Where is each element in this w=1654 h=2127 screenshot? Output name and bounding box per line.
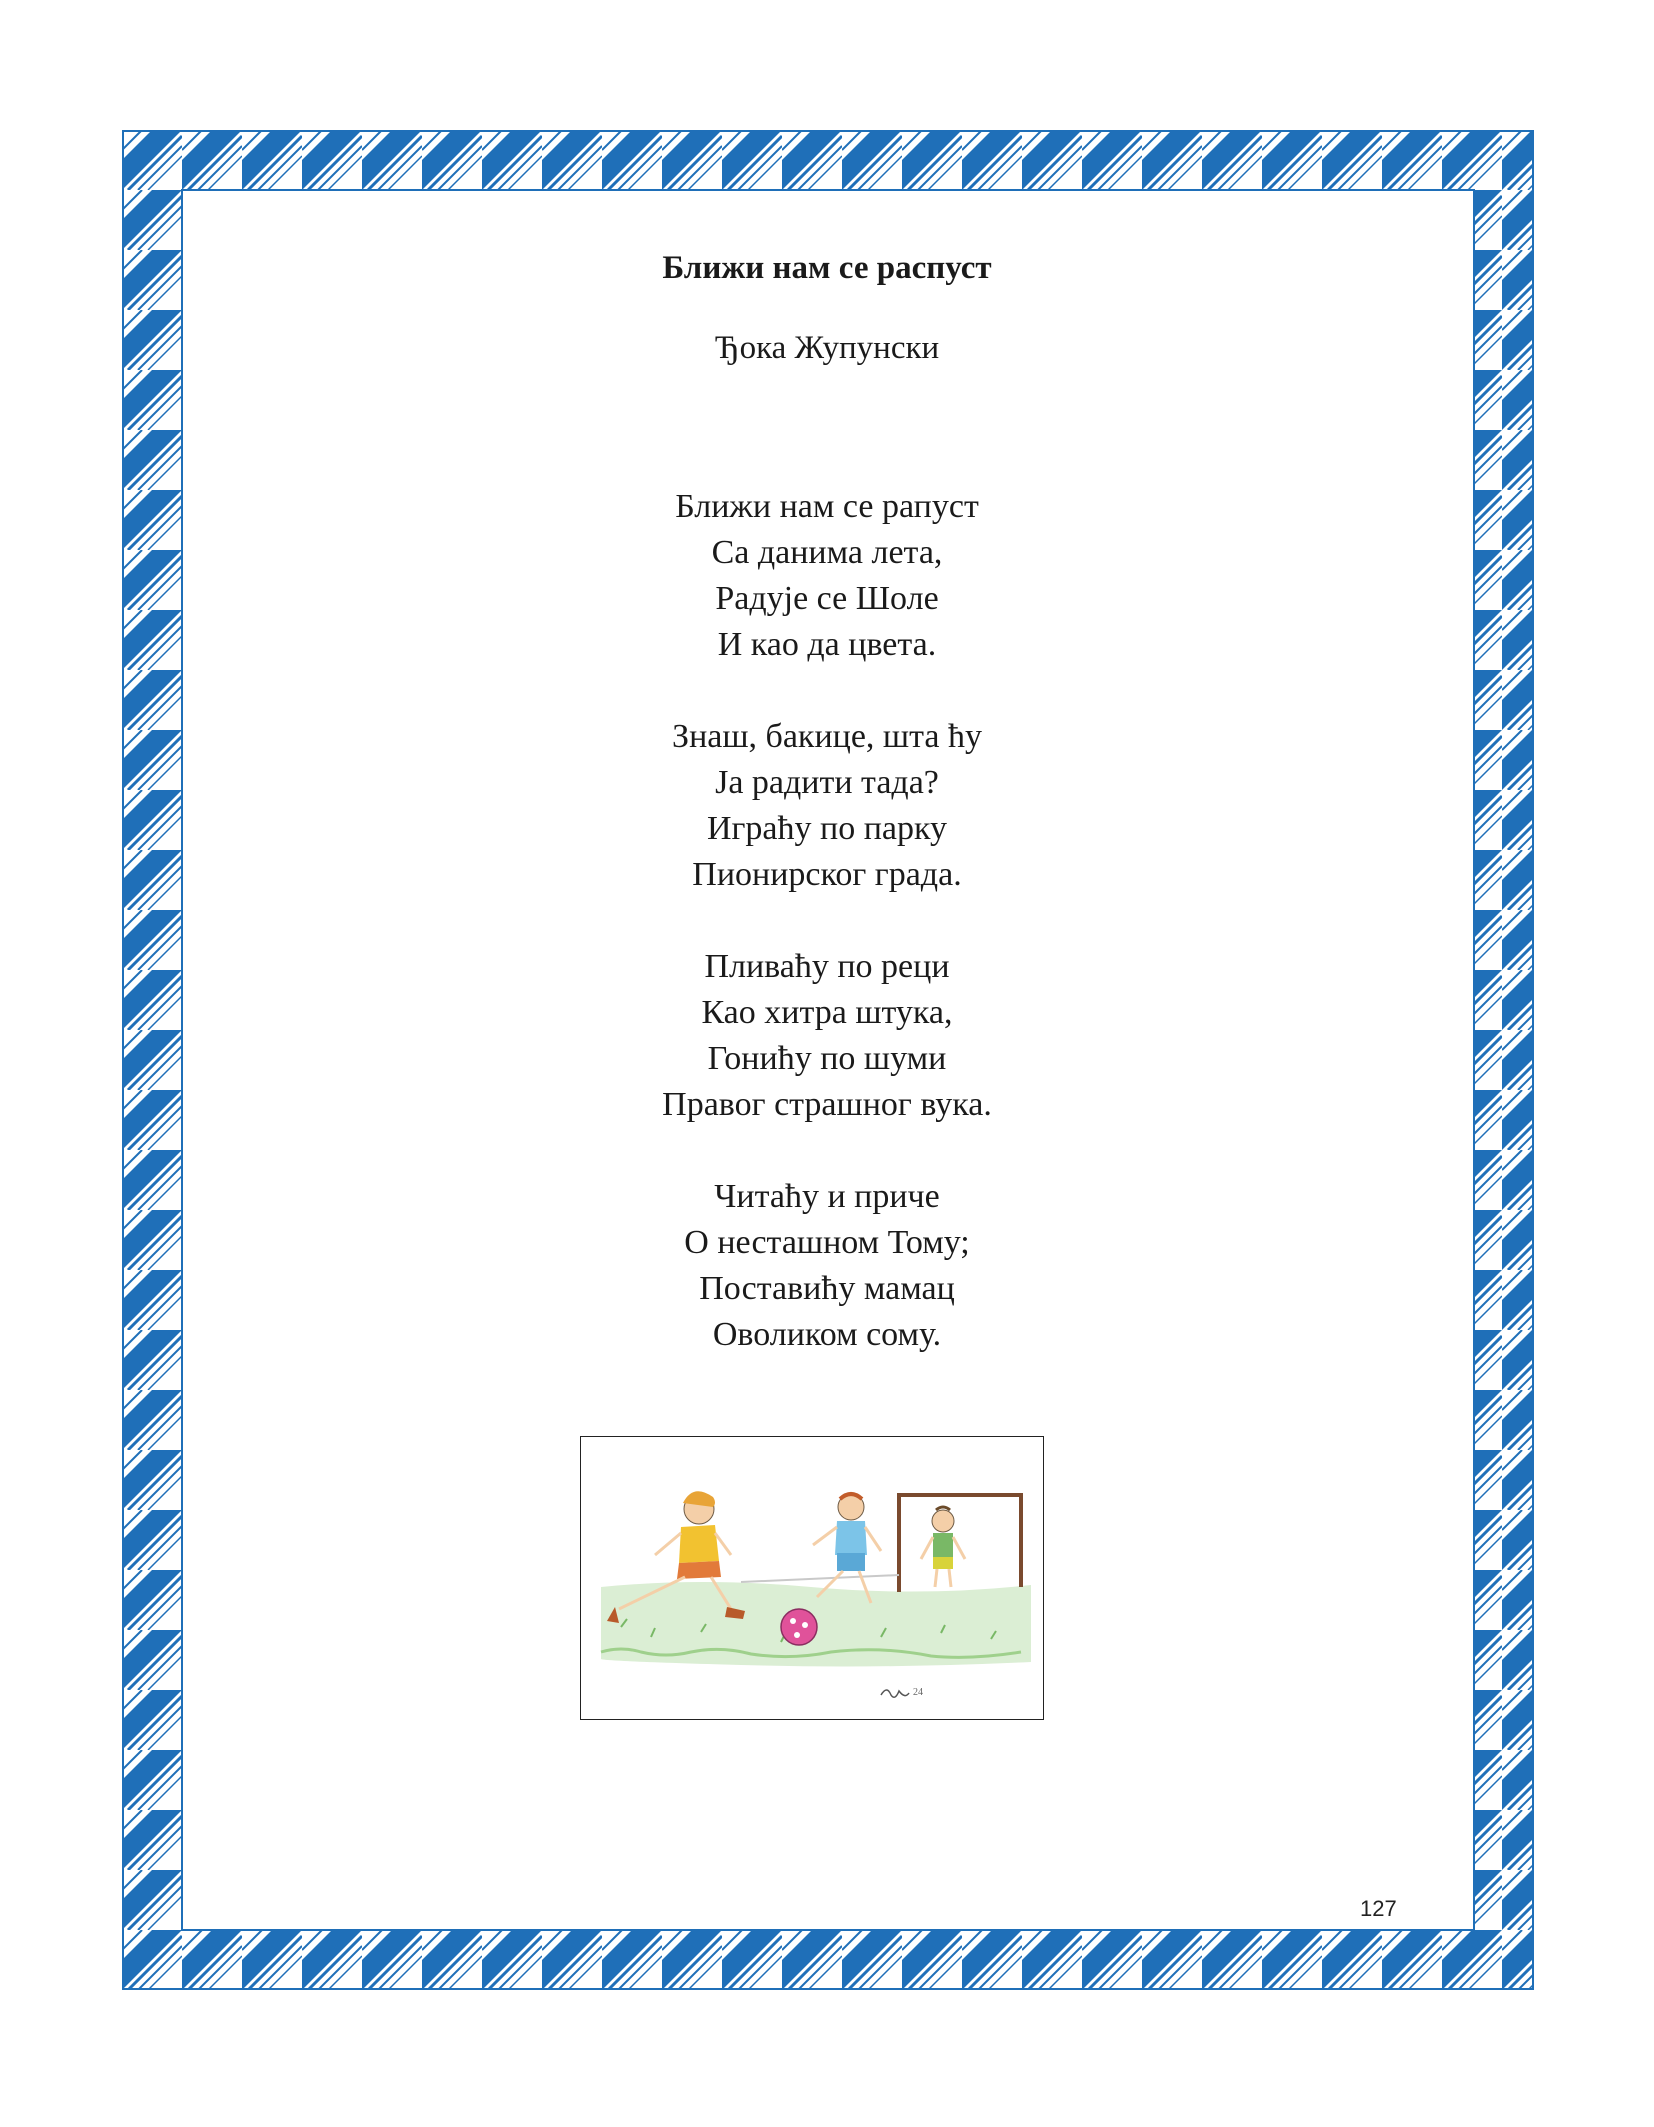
poem-line: Као хитра штука, — [701, 994, 953, 1031]
poem-line: Ја радити тада? — [715, 764, 939, 801]
poem-line: Гонићу по шуми — [707, 1040, 947, 1077]
poem-author: Ђока Жупунски — [714, 330, 940, 366]
poem-line: И као да цвета. — [717, 626, 937, 663]
poem-line: Са данима лета, — [711, 534, 943, 571]
poem-line: Пливаћу по реци — [704, 948, 950, 985]
poem-line: Читаћу и приче — [714, 1178, 940, 1215]
poem-title: Ближи нам се распуст — [662, 250, 992, 286]
poem-line: Пионирског града. — [692, 856, 962, 893]
football-illustration-icon — [581, 1437, 1044, 1720]
poem-line: Правог страшног вука. — [662, 1086, 992, 1123]
stanza — [0, 484, 1654, 668]
poem-line: Ближи нам се рапуст — [675, 488, 979, 525]
poem-line: О несташном Тому; — [684, 1224, 970, 1261]
poem-line: Поставићу мамац — [699, 1270, 955, 1307]
poem-line: Радује се Шоле — [715, 580, 939, 617]
poem-line: Играћу по парку — [706, 810, 948, 847]
children-playing-football-drawing — [580, 1436, 1044, 1720]
poem-body — [0, 484, 1654, 1404]
svg-text:24: 24 — [913, 1687, 923, 1698]
poem-line: Знаш, бакице, шта ћу — [672, 718, 982, 755]
page-number: 127 — [1360, 1896, 1397, 1921]
poem-line: Оволиком сому. — [712, 1316, 942, 1353]
stanza — [0, 1174, 1654, 1358]
stanza — [0, 714, 1654, 898]
stanza — [0, 944, 1654, 1128]
